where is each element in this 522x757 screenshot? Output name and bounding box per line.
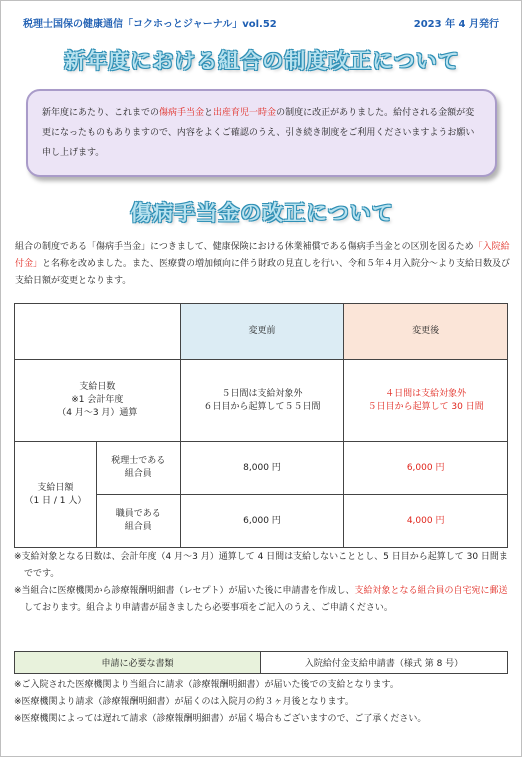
newsletter-name: 税理士国保の健康通信「コクホっとジャーナル」vol.52 [23,19,277,30]
note-2-text-a: ※当組合に医療機関から診療報酬明細書（レセプト）が届いた後に申請書を作成し、 [14,586,355,596]
section-body [15,239,511,290]
days-after-line2: ５日目から起算して 30 日間 [367,401,484,412]
row2-label-line2: 組合員 [124,522,152,532]
intro-text-1: 新年度にあたり、これまでの [42,108,160,118]
days-before [180,360,344,442]
row-staff-after: 4,000 円 [344,495,508,548]
row2-label-line1: 職員である [115,509,161,519]
days-label-line1: 支給日数 [79,382,116,392]
daily-amount-label [15,442,97,548]
daily-label-line1: 支給日額 [37,482,74,493]
required-documents-value: 入院給付金支給申請書（様式 第 8 号） [261,652,508,674]
header-before: 変更前 [180,304,344,360]
note-2-text-b: しております。組合より申請書が届きましたら必要事項をご記入のうえ、ご申請ください。 [24,603,393,613]
row-staff-label [96,495,180,548]
issue-date: 2023 年 4 月発行 [413,19,499,30]
row1-label-line2: 組合員 [124,469,152,479]
row-staff-before: 6,000 円 [180,495,344,548]
row-tax-accountant-label [96,442,180,495]
body-highlight-new-name: 「入院給付金」 [15,242,510,269]
intro-text-3: の制度に改正がありました。給付される金額が変更になったものもありますので、内容をよくご確認のうえ、引き続き制度をご利用くださいますようお願い申し上げます。 [42,108,475,158]
note-1: ※支給対象となる日数は、会計年度（4 月～3 月）通算して 4 日間は支給しないこととし、5 日目から起算して 30 日間までです。 [14,552,508,579]
section-title: 傷病手当金の改正について [130,201,394,225]
page-header [23,15,499,29]
days-label-line3: （4 月～3 月）通算 [57,408,138,418]
days-before-line1: ５日間は支給対象外 [221,388,303,399]
row-tax-accountant-after: 6,000 円 [344,442,508,495]
header-after: 変更後 [344,304,508,360]
days-label-line2: ※1 会計年度 [71,395,124,405]
table-corner [15,304,181,360]
row-tax-accountant-before: 8,000 円 [180,442,344,495]
bottom-note-3: ※医療機関によっては遅れて請求（診療報酬明細書）が届く場合もございますので、ご了承ください。 [14,714,427,724]
required-documents-table [14,651,508,674]
note-2-highlight: 支給対象となる組合員の自宅宛に郵送 [354,586,508,596]
note-2 [14,583,512,617]
main-title: 新年度における組合の制度改正について [64,49,460,73]
intro-box [26,89,497,177]
days-after-line1: ４日間は支給対象外 [385,388,467,399]
required-documents-label: 申請に必要な書類 [15,652,261,674]
days-label [15,360,181,442]
bottom-note-2: ※医療機関より請求（診療報酬明細書）が届くのは入院月の約３ヶ月後となります。 [14,697,354,707]
days-before-line2: ６日目から起算して５５日間 [203,401,321,412]
days-after [344,360,508,442]
bottom-notes [14,677,512,728]
intro-text-2: と [204,108,214,118]
body-text-2: と名称を改めました。また、医療費の増加傾向に伴う財政の見直しを行い、令和５年４月入院分～より支給日数及び支給日額が変更となります。 [15,259,511,286]
daily-label-line2: （1 日 / 1 人） [24,495,87,506]
row1-label-line1: 税理士である [111,456,166,466]
body-text-1: 組合の制度である「傷病手当金」につきまして、健康保険における休業補償である傷病手当金との区別を図るため [15,242,474,252]
intro-highlight-childbirth-lump-sum: 出産育児一時金 [213,108,277,118]
table-notes [14,549,512,617]
intro-highlight-sickness-allowance: 傷病手当金 [159,108,205,118]
change-table [14,303,508,548]
bottom-note-1: ※ご入院された医療機関より当組合に請求（診療報酬明細書）が届いた後での支給となります。 [14,680,399,690]
